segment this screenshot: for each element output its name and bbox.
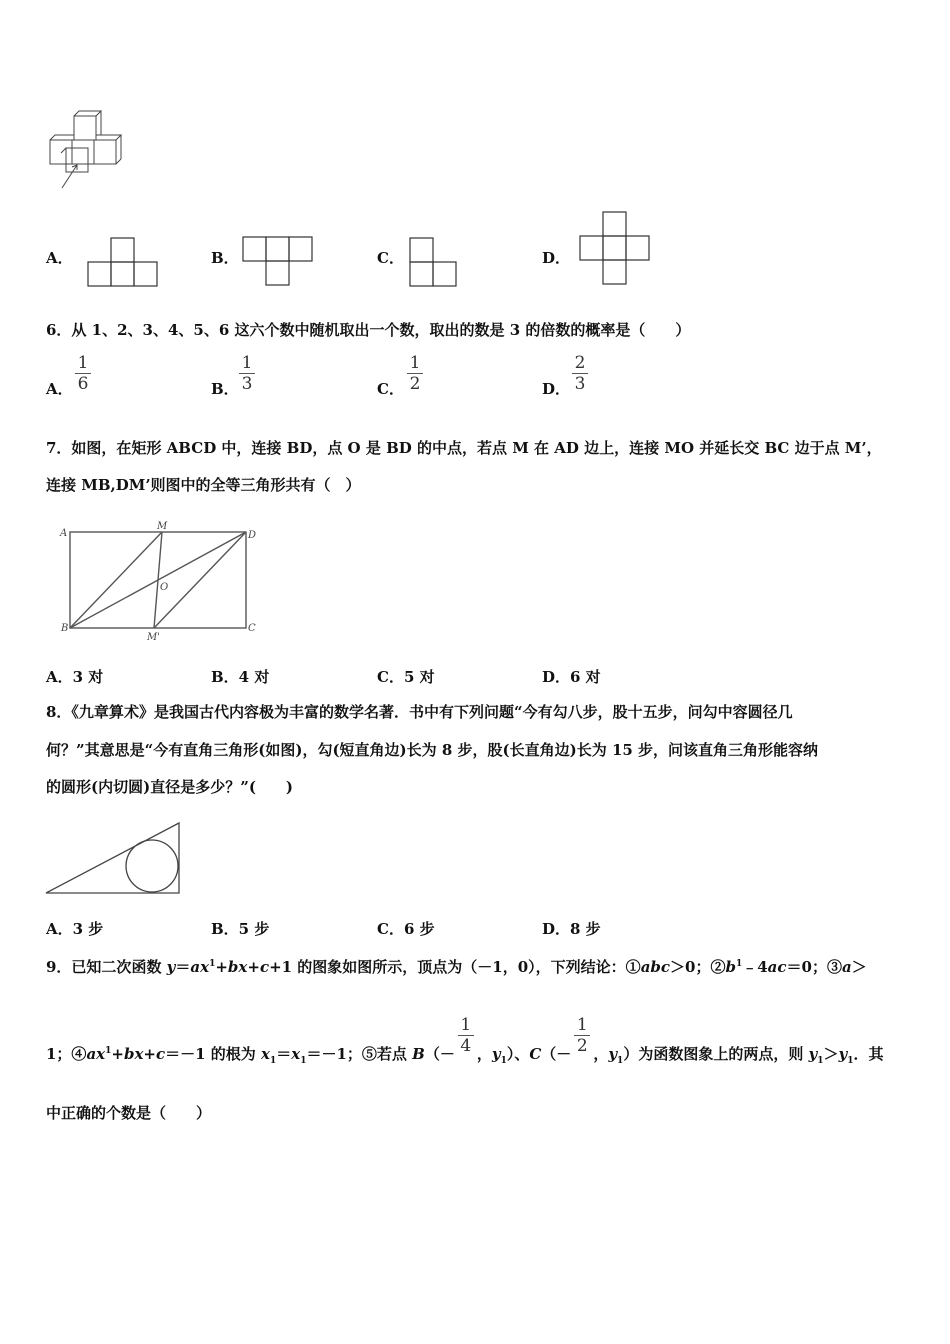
figure-label-b: B: [61, 623, 69, 634]
fraction-denominator: 6: [77, 374, 89, 394]
q5-option-a-label: A．: [46, 249, 73, 267]
t: ）为函数图象上的两点，则: [623, 1045, 809, 1063]
q6-option-a-label: A．: [46, 380, 73, 398]
t: 1: [300, 1056, 307, 1066]
t: ＝: [175, 958, 191, 976]
figure-label-o: O: [160, 582, 169, 593]
fraction-numerator: 2: [574, 353, 586, 373]
t: a: [841, 958, 852, 976]
t: y: [838, 1045, 848, 1063]
t: ax: [190, 958, 210, 976]
fraction-denominator: 3: [241, 374, 253, 394]
q6-option-b-fraction: [239, 354, 255, 393]
t: ac: [767, 958, 787, 976]
t: abc: [640, 958, 671, 976]
t: ＞: [823, 1045, 839, 1063]
t: C: [529, 1045, 542, 1063]
t: ax: [86, 1045, 106, 1063]
q6-option-c-fraction: [407, 354, 423, 393]
q8-stem-line3: 的圆形(内切圆)直径是多少？”( ): [46, 778, 294, 796]
q7-option-c: C．5 对: [377, 668, 435, 686]
t: 1: [269, 1056, 277, 1066]
t: y: [491, 1045, 501, 1063]
t: 1；④: [46, 1045, 87, 1063]
fraction-numerator: 1: [576, 1015, 588, 1035]
t: y: [166, 958, 176, 976]
t: +1 的图象如图所示，顶点为（－1，0），下列结论：①: [269, 958, 641, 976]
q7-stem-line2: 连接 MB,DM’则图中的全等三角形共有（ ）: [46, 476, 361, 494]
q7-option-a: A．3 对: [46, 668, 104, 686]
q5-option-b-figure: [241, 235, 316, 287]
q6-option-d-label: D．: [542, 380, 571, 398]
q5-option-c-figure: [408, 236, 463, 288]
fraction-denominator: 3: [574, 374, 586, 394]
t: c: [155, 1045, 166, 1063]
q6-option-c-label: C．: [377, 380, 404, 398]
t: ＝: [276, 1045, 292, 1063]
t: ＞: [851, 958, 867, 976]
t: 1: [105, 1046, 112, 1056]
fraction-numerator: 1: [409, 353, 421, 373]
figure-label-c: C: [248, 623, 256, 634]
t: 1: [617, 1056, 624, 1066]
t: c: [259, 958, 270, 976]
q8-option-d: D．8 步: [542, 920, 601, 938]
t: （－: [424, 1045, 455, 1063]
q7-option-b: B．4 对: [211, 668, 270, 686]
q9-stem-line3: 中正确的个数是（ ）: [46, 1104, 212, 1122]
q8-stem-line2: 何？”其意思是“今有直角三角形(如图)，勾(短直角边)长为 8 步，股(长直角边)长为 15 步，问该直角三角形能容纳: [46, 741, 819, 759]
t: ＝0；③: [786, 958, 842, 976]
t: 1: [500, 1056, 507, 1066]
t: 1: [847, 1056, 854, 1066]
q6-option-b-label: B．: [211, 380, 239, 398]
t: y: [608, 1045, 618, 1063]
figure-label-a: A: [60, 528, 68, 539]
t: ＞0；②: [670, 958, 726, 976]
q8-option-a: A．3 步: [46, 920, 104, 938]
q9-fraction-b: [458, 1016, 474, 1055]
q8-option-b: B．5 步: [211, 920, 270, 938]
t: B: [412, 1045, 425, 1063]
t: bx: [123, 1045, 144, 1063]
q5-option-d-label: D．: [542, 249, 571, 267]
t: ．其: [853, 1045, 884, 1063]
q8-stem-line1: 8．《九章算术》是我国古代内容极为丰富的数学名著．书中有下列问题“今有勾八步，股十五步，问勾中容圆径几: [46, 703, 793, 721]
q5-option-b-label: B．: [211, 249, 239, 267]
t: 9．已知二次函数: [46, 958, 167, 976]
fraction-denominator: 2: [576, 1036, 588, 1056]
t: +: [215, 958, 228, 976]
t: （－: [541, 1045, 572, 1063]
t: 1: [209, 959, 216, 969]
q8-triangle-incircle-figure: [44, 820, 184, 896]
t: ，: [476, 1045, 492, 1063]
t: ＝－1；⑤若点: [306, 1045, 413, 1063]
q8-option-c: C．6 步: [377, 920, 435, 938]
q7-rectangle-figure: [55, 518, 265, 643]
t: +: [143, 1045, 156, 1063]
t: b: [725, 958, 736, 976]
fraction-numerator: 1: [241, 353, 253, 373]
q7-stem-line1: 7．如图，在矩形 ABCD 中，连接 BD，点 O 是 BD 的中点，若点 M 在 AD 边上，连接 MO 并延长交 BC 边于点 M’，: [46, 439, 882, 457]
figure-label-d: D: [248, 530, 257, 541]
q9-stem-line1: [46, 954, 867, 977]
fraction-denominator: 2: [409, 374, 421, 394]
q9-fraction-c: [574, 1016, 590, 1055]
t: ＝－1 的根为: [165, 1045, 261, 1063]
figure-label-m: M: [157, 521, 168, 532]
q6-stem: 6．从 1、2、3、4、5、6 这六个数中随机取出一个数，取出的数是 3 的倍数的概率是（ ）: [46, 321, 691, 339]
q6-option-a-fraction: [75, 354, 91, 393]
q5-option-d-figure: [577, 210, 655, 288]
t: ）、: [506, 1045, 530, 1063]
t: 1: [735, 959, 743, 969]
q5-option-a-figure: [86, 236, 161, 288]
fraction-numerator: 1: [460, 1015, 472, 1035]
q7-option-d: D．6 对: [542, 668, 601, 686]
t: ，: [593, 1045, 609, 1063]
figure-label-m-prime: M': [147, 632, 160, 643]
t: y: [808, 1045, 818, 1063]
q6-option-d-fraction: [572, 354, 588, 393]
t: +: [247, 958, 260, 976]
t: ﹣4: [742, 958, 768, 976]
cube-solid-figure: [44, 108, 134, 193]
q5-option-c-label: C．: [377, 249, 404, 267]
fraction-denominator: 4: [460, 1036, 472, 1056]
fraction-numerator: 1: [77, 353, 89, 373]
t: x: [291, 1045, 301, 1063]
t: 1: [817, 1056, 824, 1066]
t: bx: [227, 958, 248, 976]
t: +: [111, 1045, 124, 1063]
t: x: [261, 1045, 270, 1063]
